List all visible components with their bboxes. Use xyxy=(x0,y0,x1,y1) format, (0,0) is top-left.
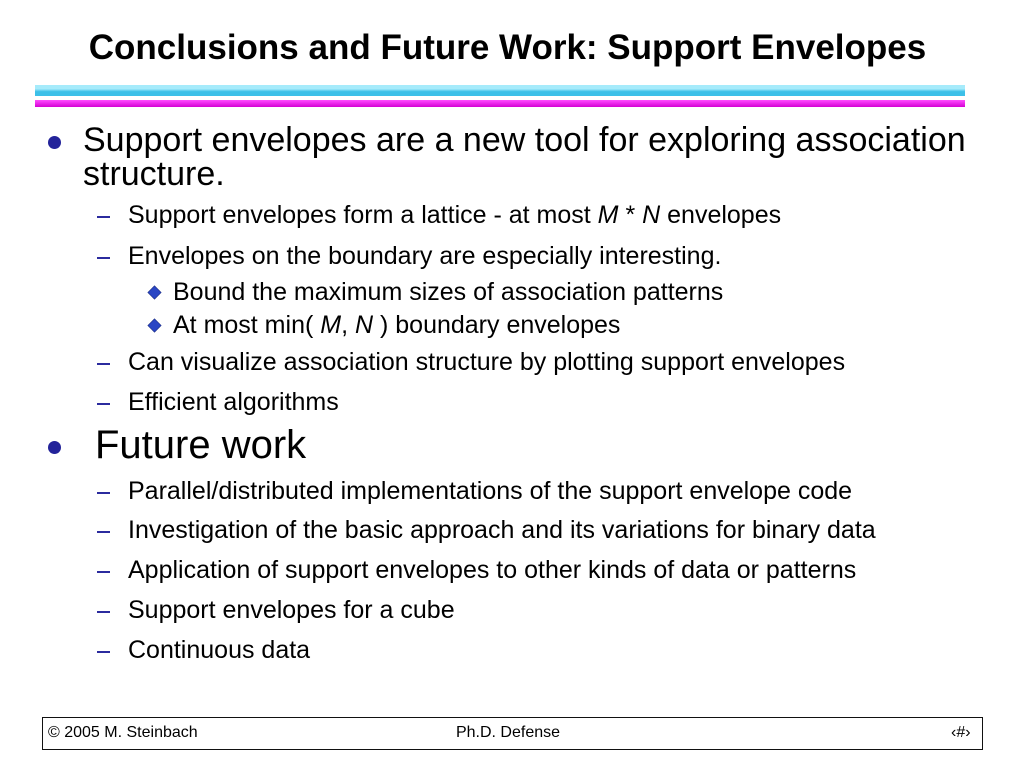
subitem-min-boundary xyxy=(173,311,620,340)
dash-bullet-icon xyxy=(97,531,110,533)
item-text: Support envelopes form a lattice - at most xyxy=(128,201,598,229)
dash-bullet-icon xyxy=(97,216,110,218)
dash-bullet-icon xyxy=(97,492,110,494)
item-text-end: ) boundary envelopes xyxy=(373,311,621,339)
dash-bullet-icon xyxy=(97,363,110,365)
item-algorithms: Efficient algorithms xyxy=(128,388,339,416)
header-rule-magenta xyxy=(35,100,965,107)
circle-bullet-icon xyxy=(48,136,61,149)
dash-bullet-icon xyxy=(97,571,110,573)
item-binary-data: Investigation of the basic approach and its variations for binary data xyxy=(128,516,876,544)
math-var-n: N xyxy=(354,311,374,339)
item-text-end: envelopes xyxy=(660,201,782,229)
footer-event: Ph.D. Defense xyxy=(455,724,561,741)
dash-bullet-icon xyxy=(97,403,110,405)
diamond-bullet-icon xyxy=(148,319,161,332)
footer-copyright: © 2005 M. Steinbach xyxy=(48,724,198,741)
bullet-future-work: Future work xyxy=(95,423,307,467)
math-var-m: M xyxy=(320,311,342,339)
item-lattice xyxy=(128,201,781,230)
operator-text: * xyxy=(618,201,643,229)
circle-bullet-icon xyxy=(48,441,61,454)
header-rule-cyan xyxy=(35,85,965,96)
subitem-bound-sizes: Bound the maximum sizes of association patterns xyxy=(173,278,724,306)
diamond-bullet-icon xyxy=(148,286,161,299)
dash-bullet-icon xyxy=(97,611,110,613)
item-visualize: Can visualize association structure by plotting support envelopes xyxy=(128,348,846,376)
item-continuous: Continuous data xyxy=(128,636,311,664)
dash-bullet-icon xyxy=(97,651,110,653)
item-text: At most min( xyxy=(173,311,321,339)
bullet-support-envelopes: Support envelopes are a new tool for exploring association structure. xyxy=(83,121,966,193)
footer-slide-number: ‹#› xyxy=(951,724,971,741)
dash-bullet-icon xyxy=(97,257,110,259)
math-var-n: N xyxy=(642,201,661,229)
math-var-m: M xyxy=(597,201,619,229)
separator-text: , xyxy=(341,311,355,339)
item-parallel: Parallel/distributed implementations of the support envelope code xyxy=(128,477,853,505)
item-application: Application of support envelopes to other kinds of data or patterns xyxy=(128,556,857,584)
slide-title: Conclusions and Future Work: Support Envelopes xyxy=(88,28,927,67)
item-cube: Support envelopes for a cube xyxy=(128,596,455,624)
item-boundary: Envelopes on the boundary are especially interesting. xyxy=(128,242,722,270)
